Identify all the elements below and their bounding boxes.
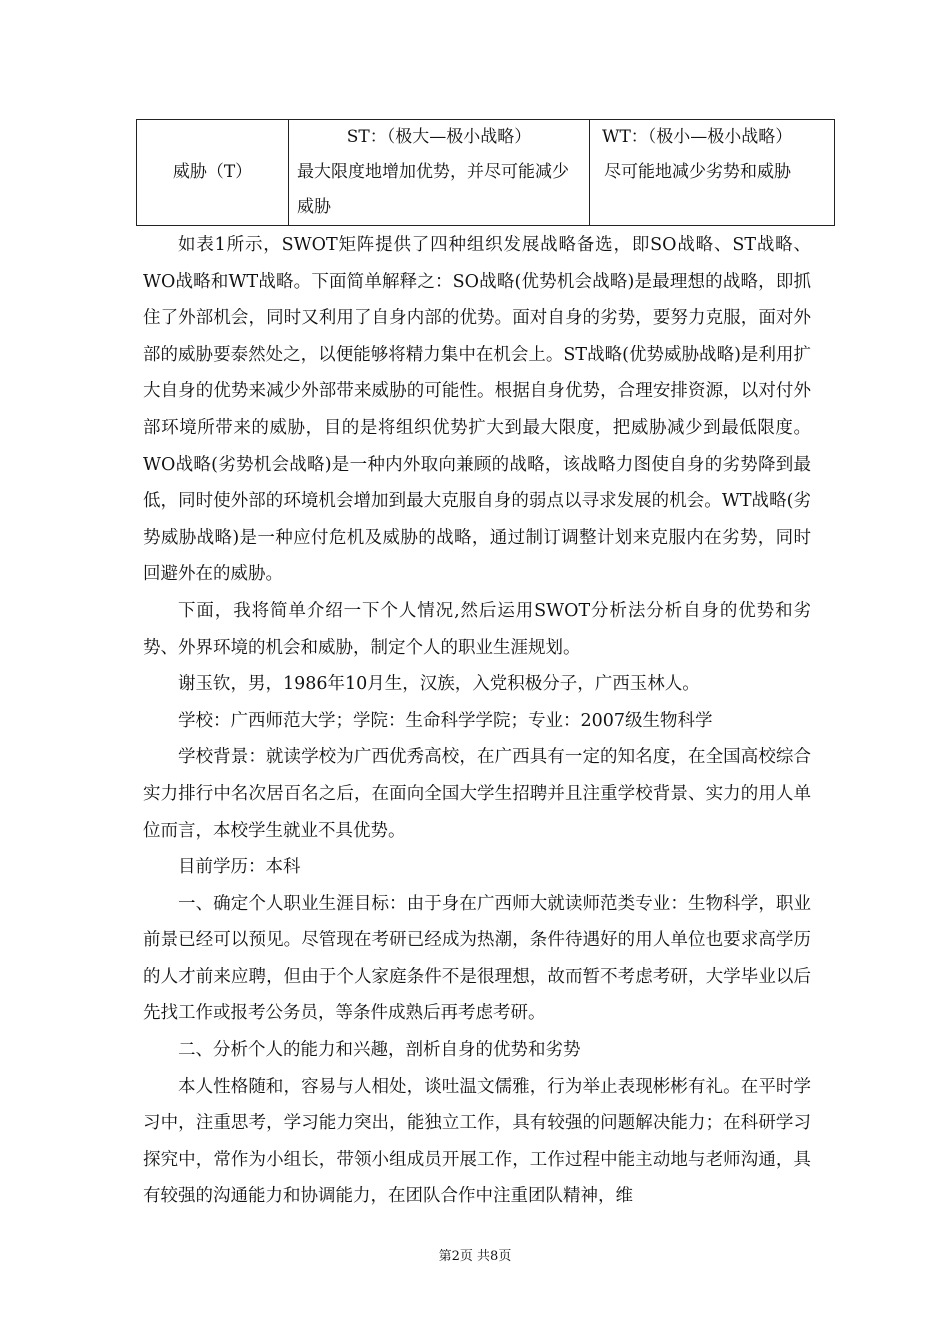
threat-label: 威胁（T） <box>172 162 253 182</box>
paragraph-intro: 下面，我将简单介绍一下个人情况,然后运用SWOT分析法分析自身的优势和劣势、外界环境的机会和威胁，制定个人的职业生涯规划。 <box>143 600 811 658</box>
paragraph-personal-info: 谢玉钦，男，1986年10月生，汉族，入党积极分子，广西玉林人。 <box>178 674 700 695</box>
paragraph-education: 目前学历：本科 <box>178 857 301 878</box>
paragraph-swot-explanation: 如表1所示，SWOT矩阵提供了四种组织发展战略备选，即SO战略、ST战略、WO战略和WT战略。下面简单解释之：SO战略(优势机会战略)是最理想的战略，即抓住了外部机会，同时又利用了自身内部的优势。面对自身的劣势，要努力克服，面对外部的威胁要泰然处之，以便能够将精力集中在机会上。ST战略(优势威胁战略)是利用扩大自身的优势来减少外部带来威胁的可能性。根据自身优势，合理安排资源，以对付外部环境所带来的威胁，目的是将组织优势扩大到最大限度，把威胁减少到最低限度。WO战略(劣势机会战略)是一种内外取向兼顾的战略，该战略力图使自身的劣势降到最低，同时使外部的环境机会增加到最大克服自身的弱点以寻求发展的机会。WT战略(劣势威胁战略)是一种应付危机及威胁的战略，通过制订调整计划来克服内在劣势，同时回避外在的威胁。 <box>143 235 811 585</box>
st-strategy-header: ST：（极大—极小战略） <box>346 127 532 147</box>
body-text <box>143 227 811 1215</box>
st-strategy-cell <box>289 120 590 226</box>
paragraph-school-background: 学校背景：就读学校为广西优秀高校，在广西具有一定的知名度，在全国高校综合实力排行中名次居百名之后，在面向全国大学生招聘并且注重学校背景、实力的用人单位而言，本校学生就业不具优势。 <box>143 747 811 841</box>
page-footer: 第2页 共8页 <box>438 1249 512 1264</box>
paragraph-personality: 本人性格随和，容易与人相处，谈吐温文儒雅，行为举止表现彬彬有礼。在平时学习中，注重思考，学习能力突出，能独立工作，具有较强的问题解决能力；在科研学习探究中，常作为小组长，带领小组成员开展工作，工作过程中能主动地与老师沟通，具有较强的沟通能力和协调能力，在团队合作中注重团队精神，维 <box>143 1076 811 1207</box>
st-strategy-body: 最大限度地增加优势，并尽可能减少威胁 <box>297 162 569 217</box>
section-heading-abilities: 二、分析个人的能力和兴趣，剖析自身的优势和劣势 <box>178 1040 581 1061</box>
swot-table <box>136 119 835 226</box>
paragraph-school-info: 学校：广西师范大学；学院：生命科学学院；专业：2007级生物科学 <box>178 710 713 731</box>
threat-row <box>137 120 835 226</box>
wt-strategy-body: 尽可能地减少劣势和威胁 <box>604 162 791 182</box>
wt-strategy-header: WT：（极小—极小战略） <box>602 127 793 147</box>
wt-strategy-cell <box>590 120 835 226</box>
threat-label-cell <box>137 120 289 226</box>
paragraph-career-goal: 一、确定个人职业生涯目标：由于身在广西师大就读师范类专业：生物科学，职业前景已经可以预见。尽管现在考研已经成为热潮，条件待遇好的用人单位也要求高学历的人才前来应聘，但由于个人家庭条件不是很理想，故而暂不考虑考研，大学毕业以后先找工作或报考公务员，等条件成熟后再考虑考研。 <box>143 893 811 1024</box>
